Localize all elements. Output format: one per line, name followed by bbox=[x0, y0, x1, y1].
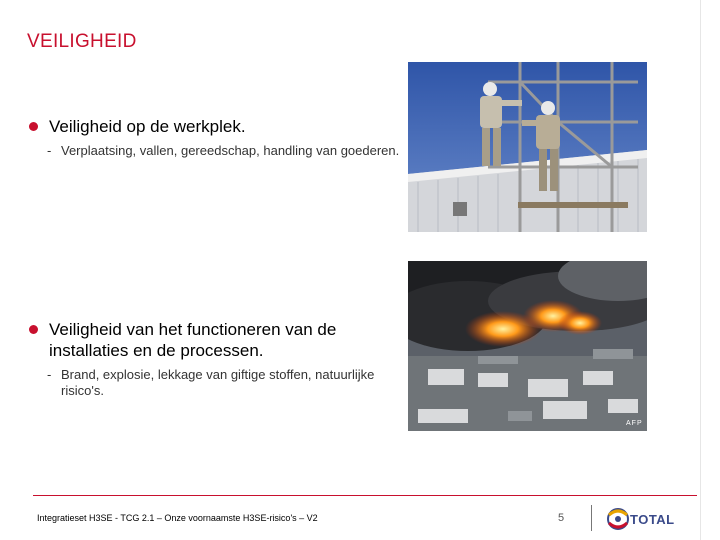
scaffolding-workers-photo bbox=[408, 62, 647, 232]
total-logo-icon bbox=[606, 505, 630, 533]
bullet-1 bbox=[29, 116, 399, 137]
footer-divider bbox=[33, 495, 697, 496]
bullet-2-sub bbox=[47, 367, 377, 399]
bullet-1-text: Veiligheid op de werkplek. bbox=[49, 117, 246, 136]
bullet-2-sub-text: Brand, explosie, lekkage van giftige stoffen, natuurlijke risico's. bbox=[61, 367, 375, 398]
industrial-fire-photo bbox=[408, 261, 647, 431]
bullet-2-text: Veiligheid van het functioneren van de installaties en de processen. bbox=[49, 320, 337, 360]
sub-dash: - bbox=[47, 143, 52, 158]
footer-separator bbox=[591, 505, 592, 531]
right-edge-bar bbox=[700, 0, 720, 540]
bullet-1-sub bbox=[47, 143, 407, 159]
bullet-dot bbox=[29, 325, 38, 334]
fire-illustration bbox=[408, 261, 647, 431]
bullet-2 bbox=[29, 319, 399, 361]
bullet-1-sub-text: Verplaatsing, vallen, gereedschap, handling van goederen. bbox=[61, 143, 400, 158]
slide-title: VEILIGHEID bbox=[27, 31, 137, 52]
page-number: 5 bbox=[558, 512, 565, 524]
photo-credit: AFP bbox=[626, 420, 643, 427]
sub-dash: - bbox=[47, 367, 52, 382]
total-logo-text: TOTAL bbox=[630, 512, 675, 527]
footer-text: Integratieset H3SE - TCG 2.1 – Onze voornaamste H3SE-risico's – V2 bbox=[37, 513, 318, 523]
total-logo bbox=[606, 505, 686, 533]
scaffolding-illustration bbox=[408, 62, 647, 232]
bullet-dot bbox=[29, 122, 38, 131]
